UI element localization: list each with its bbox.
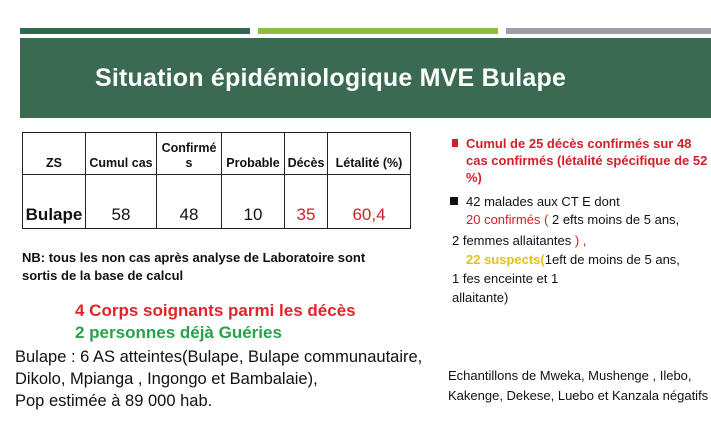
bullet-malades-text: 42 malades aux CT E dont — [466, 194, 620, 209]
header-probable: Probable — [222, 133, 285, 175]
title-banner — [20, 38, 711, 118]
allaitante-line: allaitante) — [452, 290, 509, 305]
bulape-population: Pop estimée à 89 000 hab. — [15, 392, 213, 410]
femmes-text: 2 femmes allaitantes — [452, 233, 572, 248]
nb-note: NB: tous les non cas après analyse de Laboratoire sont sortis de la base de calcul — [22, 250, 366, 283]
bulape-info — [15, 346, 430, 412]
bullet-square-icon — [450, 197, 458, 205]
confirmes-line — [466, 212, 679, 227]
bullet-deces-text: Cumul de 25 décès confirmés sur 48 cas confirmés (létalité spécifique de 52 %) — [466, 136, 708, 185]
header-zs: ZS — [23, 133, 86, 175]
top-accent-bar-green — [258, 28, 498, 34]
echantillons-note: Echantillons de Mweka, Mushenge , Ilebo, Kakenge, Dekese, Luebo et Kanzala négatifs — [448, 368, 709, 403]
cell-zs: Bulape — [23, 175, 86, 229]
cell-confirmes: 48 — [157, 175, 222, 229]
bullet-square-icon — [452, 139, 458, 147]
top-accent-bar-dark — [20, 28, 250, 34]
header-letalite: Létalité (%) — [328, 133, 411, 175]
cell-probable: 10 — [222, 175, 285, 229]
page-title: Situation épidémiologique MVE Bulape — [95, 63, 567, 92]
confirmes-label: 20 confirmés ( — [466, 212, 549, 227]
cell-letalite: 60,4 — [328, 175, 411, 229]
bullet-malades — [452, 193, 620, 210]
suspects-line — [466, 252, 680, 267]
femmes-close: ) , — [571, 233, 587, 248]
bullet-deces-confirmes — [452, 135, 711, 186]
header-cumul: Cumul cas — [86, 133, 157, 175]
cell-deces: 35 — [285, 175, 328, 229]
femmes-line — [452, 233, 586, 248]
table-header-row — [23, 133, 411, 175]
soignants-highlight: 4 Corps soignants parmi les décès — [75, 301, 356, 320]
header-confirmes: Confirmé s — [157, 133, 222, 175]
header-deces: Décès — [285, 133, 328, 175]
enceinte-line: 1 fes enceinte et 1 — [452, 271, 559, 286]
suspects-label: 22 suspects( — [466, 252, 545, 267]
suspects-detail: 1eft de moins de 5 ans, — [544, 252, 680, 267]
cell-cumul: 58 — [86, 175, 157, 229]
bulape-areas: Bulape : 6 AS atteintes(Bulape, Bulape communautaire, Dikolo, Mpianga , Ingongo et Bambalaie), — [15, 348, 423, 388]
top-accent-bar-gray — [506, 28, 711, 34]
confirmes-detail: 2 efts moins de 5 ans, — [548, 212, 680, 227]
gueries-highlight: 2 personnes déjà Guéries — [75, 323, 282, 342]
epidemiology-table — [22, 132, 411, 229]
table-row — [23, 175, 411, 229]
